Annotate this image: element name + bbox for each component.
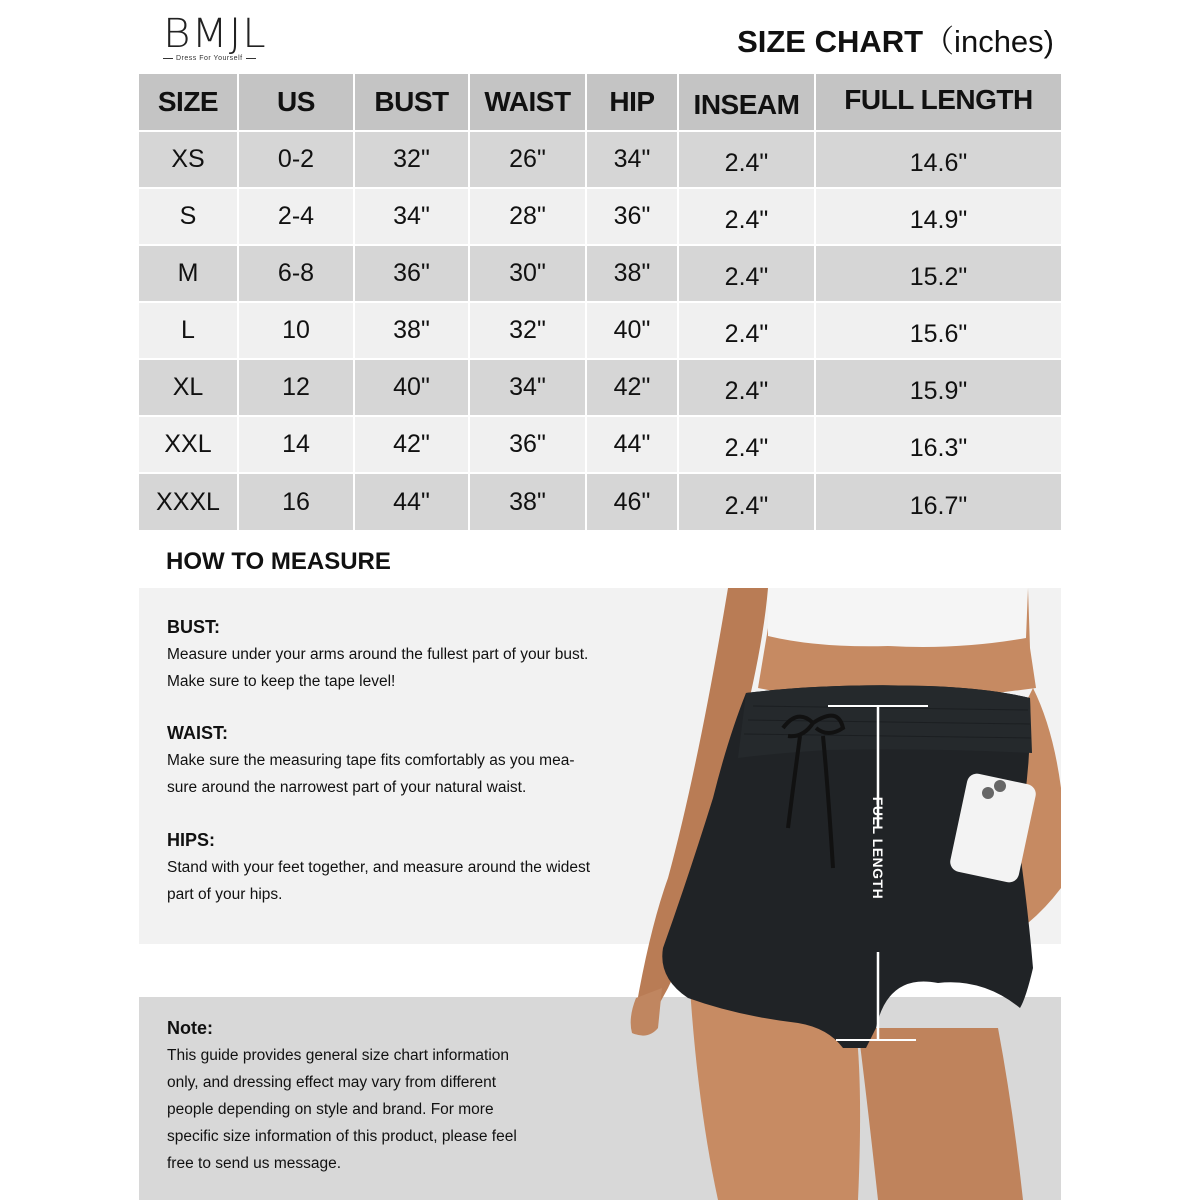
measure-item-bust — [167, 616, 637, 695]
table-row — [139, 188, 1061, 245]
cell-size: S — [139, 188, 238, 245]
cell-us: 6-8 — [238, 245, 354, 302]
cell-size: L — [139, 302, 238, 359]
note-line: people depending on style and brand. For more — [167, 1101, 494, 1118]
cell-inseam: 2.4" — [678, 188, 815, 245]
cell-inseam: 2.4" — [678, 359, 815, 416]
note-line: specific size information of this product, please feel — [167, 1128, 517, 1145]
full-length-label: FULL LENGTH — [870, 796, 886, 900]
cell-size: XL — [139, 359, 238, 416]
column-header-size: SIZE — [139, 74, 238, 131]
measure-text-line: sure around the narrowest part of your natural waist. — [167, 779, 527, 796]
cell-size: XS — [139, 131, 238, 188]
note-text — [167, 1042, 557, 1177]
cell-bust: 34" — [354, 188, 469, 245]
cell-hip: 42" — [586, 359, 678, 416]
column-header-full-length: FULL LENGTH — [844, 84, 1033, 115]
cell-us: 16 — [238, 473, 354, 530]
cell-waist: 30" — [469, 245, 586, 302]
column-header-inseam: INSEAM — [678, 74, 815, 131]
measure-item-hips — [167, 829, 637, 908]
cell-inseam: 2.4" — [678, 302, 815, 359]
column-header-hip: HIP — [586, 74, 678, 131]
table-row — [139, 473, 1061, 530]
divider — [163, 58, 173, 59]
cell-full-length: 15.6" — [909, 320, 968, 348]
logo-mark: BMJL — [163, 11, 267, 57]
cell-hip: 40" — [586, 302, 678, 359]
measure-text-line: Make sure to keep the tape level! — [167, 673, 396, 690]
cell-hip: 38" — [586, 245, 678, 302]
cell-bust: 38" — [354, 302, 469, 359]
brand-logo — [163, 11, 283, 62]
column-header-us: US — [238, 74, 354, 131]
table-row — [139, 131, 1061, 188]
note-line: free to send us message. — [167, 1155, 342, 1172]
cell-bust: 44" — [354, 473, 469, 530]
note-line: This guide provides general size chart information — [167, 1047, 510, 1064]
measure-text-line: part of your hips. — [167, 886, 283, 903]
cell-waist: 38" — [469, 473, 586, 530]
cell-bust: 32" — [354, 131, 469, 188]
title-main: SIZE CHART — [737, 24, 924, 59]
cell-waist: 36" — [469, 416, 586, 473]
measure-text-line: Stand with your feet together, and measure around the widest — [167, 859, 591, 876]
table-row — [139, 359, 1061, 416]
cell-hip: 36" — [586, 188, 678, 245]
cell-waist: 26" — [469, 131, 586, 188]
cell-us: 12 — [238, 359, 354, 416]
cell-full-length: 16.3" — [909, 434, 968, 462]
cell-us: 10 — [238, 302, 354, 359]
note-label: Note: — [167, 1018, 213, 1038]
cell-bust: 42" — [354, 416, 469, 473]
tagline-text: Dress For Yourself — [176, 55, 243, 62]
divider — [246, 58, 256, 59]
cell-us: 2-4 — [238, 188, 354, 245]
cell-full-length: 15.9" — [909, 377, 968, 405]
cell-waist: 28" — [469, 188, 586, 245]
cell-full-length: 14.9" — [909, 206, 968, 234]
cell-us: 0-2 — [238, 131, 354, 188]
cell-bust: 36" — [354, 245, 469, 302]
cell-size: XXXL — [139, 473, 238, 530]
title-unit: （inches) — [923, 24, 1054, 59]
cell-size: M — [139, 245, 238, 302]
table-row — [139, 245, 1061, 302]
cell-size: XXL — [139, 416, 238, 473]
measure-text-line: Make sure the measuring tape fits comfortably as you mea- — [167, 752, 575, 769]
cell-hip: 34" — [586, 131, 678, 188]
table-header-row — [139, 74, 1061, 131]
cell-us: 14 — [238, 416, 354, 473]
measure-text-line: Measure under your arms around the fullest part of your bust. — [167, 646, 589, 663]
cell-inseam: 2.4" — [678, 473, 815, 530]
cell-hip: 44" — [586, 416, 678, 473]
measure-item-waist — [167, 722, 637, 801]
page-title — [737, 22, 1054, 62]
cell-inseam: 2.4" — [678, 245, 815, 302]
measure-label: WAIST: — [167, 723, 228, 743]
column-header-bust: BUST — [354, 74, 469, 131]
measure-label: HIPS: — [167, 830, 216, 850]
cell-hip: 46" — [586, 473, 678, 530]
cell-full-length: 16.7" — [909, 491, 968, 520]
product-photo — [628, 588, 1061, 1200]
column-header-waist: WAIST — [469, 74, 586, 131]
cell-full-length: 15.2" — [909, 263, 968, 291]
measure-label: BUST: — [167, 617, 220, 637]
cell-inseam: 2.4" — [678, 416, 815, 473]
cell-full-length: 14.6" — [909, 149, 968, 177]
table-row — [139, 416, 1061, 473]
cell-waist: 32" — [469, 302, 586, 359]
cell-waist: 34" — [469, 359, 586, 416]
note-line: only, and dressing effect may vary from different — [167, 1074, 497, 1091]
cell-bust: 40" — [354, 359, 469, 416]
table-row — [139, 302, 1061, 359]
size-chart-table — [139, 74, 1061, 530]
cell-inseam: 2.4" — [678, 131, 815, 188]
how-to-measure-heading: HOW TO MEASURE — [166, 548, 391, 575]
